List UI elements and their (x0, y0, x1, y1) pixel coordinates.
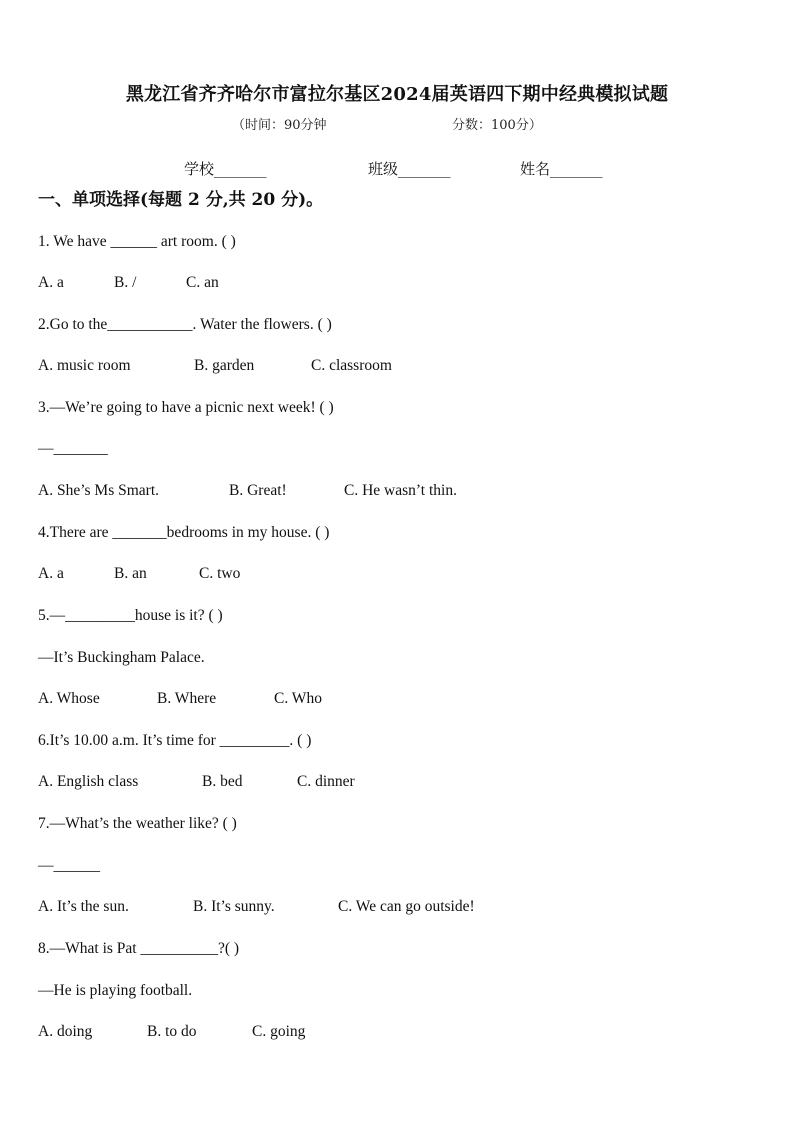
question-8-reply: —He is playing football. (38, 982, 193, 999)
section-heading: 一、单项选择(每题 2 分,共 20 分)。 (38, 190, 324, 210)
question-7-answer-line: —______ (38, 857, 100, 874)
page-title: 黑龙江省齐齐哈尔市富拉尔基区2024届英语四下期中经典模拟试题 (125, 84, 669, 105)
question-4-option-c: C. two (199, 565, 241, 582)
question-3-option-c: C. He wasn’t thin. (344, 482, 457, 499)
question-2-option-b: B. garden (194, 357, 255, 374)
question-8-option-c: C. going (252, 1023, 306, 1040)
question-8-option-b: B. to do (147, 1023, 197, 1040)
exam-score: 分数：100分） (452, 118, 542, 133)
question-5-stem: 5.—_________house is it? ( ) (38, 607, 223, 624)
question-8-stem: 8.—What is Pat __________?( ) (38, 940, 240, 957)
question-7-option-a: A. It’s the sun. (38, 898, 129, 915)
question-6-option-c: C. dinner (297, 773, 355, 790)
question-1-option-a: A. a (38, 274, 64, 291)
question-6-option-a: A. English class (38, 773, 139, 790)
question-1-option-b: B. / (114, 274, 137, 291)
question-5-option-b: B. Where (157, 690, 217, 707)
question-3-answer-line: —_______ (38, 440, 108, 457)
question-4-option-a: A. a (38, 565, 64, 582)
question-4-stem: 4.There are _______bedrooms in my house. ( ) (38, 524, 330, 541)
question-6-option-b: B. bed (202, 773, 243, 790)
question-3-option-a: A. She’s Ms Smart. (38, 482, 159, 499)
exam-time: （时间：90分钟 (232, 118, 327, 133)
question-3-option-b: B. Great! (229, 482, 287, 499)
question-1-stem: 1. We have ______ art room. ( ) (38, 233, 236, 250)
question-2-option-c: C. classroom (311, 357, 392, 374)
question-7-option-c: C. We can go outside! (338, 898, 475, 915)
question-5-option-a: A. Whose (38, 690, 100, 707)
question-1-option-c: C. an (186, 274, 219, 291)
question-2-stem: 2.Go to the___________. Water the flowers. ( ) (38, 316, 332, 333)
school-field: 学校_______ (184, 160, 267, 178)
name-field: 姓名_______ (520, 160, 603, 178)
question-7-stem: 7.—What’s the weather like? ( ) (38, 815, 237, 832)
question-6-stem: 6.It’s 10.00 a.m. It’s time for _________. ( ) (38, 732, 312, 749)
class-field: 班级_______ (368, 160, 451, 178)
question-5-option-c: C. Who (274, 690, 322, 707)
question-8-option-a: A. doing (38, 1023, 93, 1040)
question-3-stem: 3.—We’re going to have a picnic next week! ( ) (38, 399, 334, 416)
question-2-option-a: A. music room (38, 357, 131, 374)
question-7-option-b: B. It’s sunny. (193, 898, 275, 915)
question-5-reply: —It’s Buckingham Palace. (38, 649, 205, 666)
question-4-option-b: B. an (114, 565, 147, 582)
